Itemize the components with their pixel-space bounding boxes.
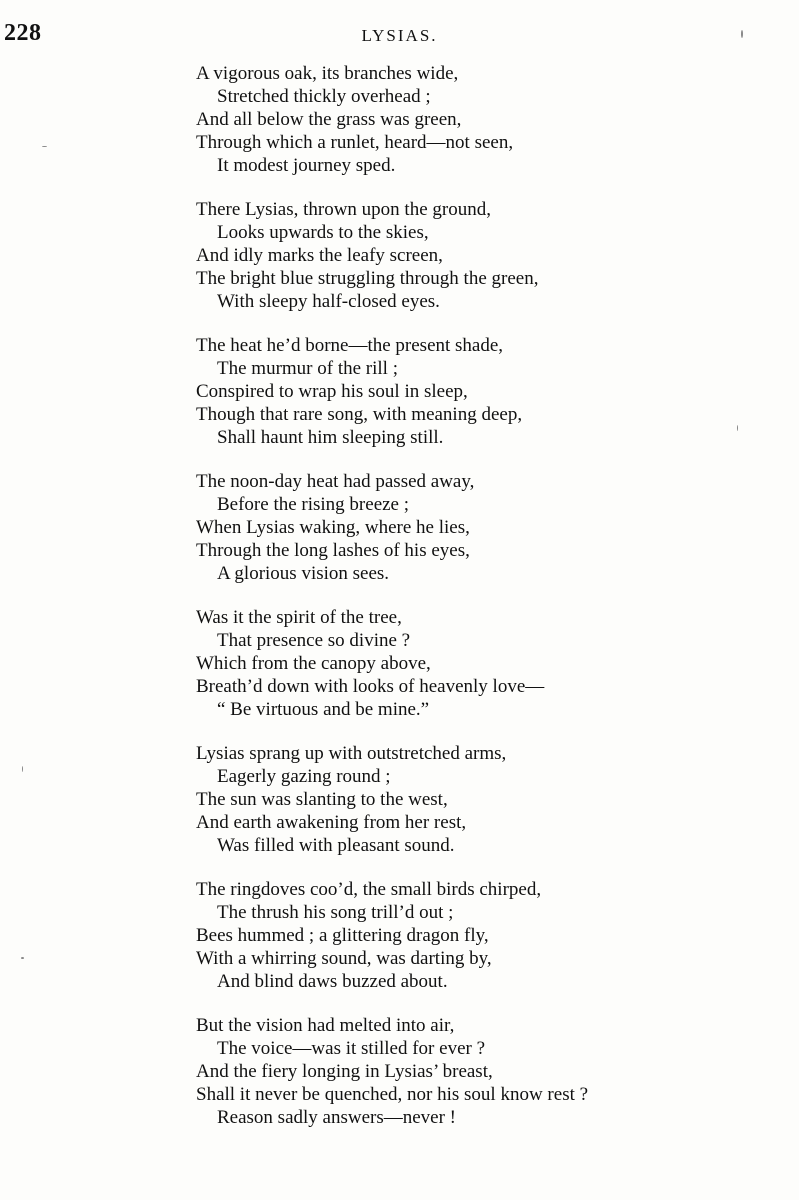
stanza bbox=[196, 334, 716, 449]
poem-line: And the fiery longing in Lysias’ breast, bbox=[196, 1061, 493, 1082]
poem-line: But the vision had melted into air, bbox=[196, 1015, 455, 1036]
running-title: LYSIAS. bbox=[361, 26, 438, 45]
poem-line: The voice—was it stilled for ever ? bbox=[217, 1038, 486, 1059]
poem-line: Breath’d down with looks of heavenly love— bbox=[196, 676, 545, 697]
poem-line: Through which a runlet, heard—not seen, bbox=[196, 132, 514, 153]
print-speck bbox=[22, 766, 23, 772]
poem-line: And all below the grass was green, bbox=[196, 109, 462, 130]
poem-line: The murmur of the rill ; bbox=[217, 358, 398, 379]
poem-line: With sleepy half-closed eyes. bbox=[217, 291, 440, 312]
poem-line: The thrush his song trill’d out ; bbox=[217, 902, 454, 923]
poem-line: Shall haunt him sleeping still. bbox=[217, 427, 444, 448]
poem-line: The ringdoves coo’d, the small birds chirped, bbox=[196, 879, 542, 900]
poem-line: Stretched thickly overhead ; bbox=[217, 86, 431, 107]
poem-line: That presence so divine ? bbox=[217, 630, 411, 651]
poem-line: And blind daws buzzed about. bbox=[217, 971, 448, 992]
running-head bbox=[0, 18, 799, 50]
print-speck bbox=[741, 30, 743, 38]
poem-line: When Lysias waking, where he lies, bbox=[196, 517, 470, 538]
stanza bbox=[196, 198, 716, 313]
stanza bbox=[196, 742, 716, 857]
poem-line: Was filled with pleasant sound. bbox=[217, 835, 455, 856]
poem-line: A vigorous oak, its branches wide, bbox=[196, 63, 459, 84]
poem-line: Eagerly gazing round ; bbox=[217, 766, 391, 787]
poem-line: It modest journey sped. bbox=[217, 155, 396, 176]
poem-line: The heat he’d borne—the present shade, bbox=[196, 335, 504, 356]
poem-line: Shall it never be quenched, nor his soul know rest ? bbox=[196, 1084, 589, 1105]
stanza bbox=[196, 606, 716, 721]
poem-line: Which from the canopy above, bbox=[196, 653, 431, 674]
poem-line: And earth awakening from her rest, bbox=[196, 812, 467, 833]
poem-line: There Lysias, thrown upon the ground, bbox=[196, 199, 491, 220]
poem-line: And idly marks the leafy screen, bbox=[196, 245, 443, 266]
poem-line: Reason sadly answers—never ! bbox=[217, 1107, 457, 1128]
poem-line: With a whirring sound, was darting by, bbox=[196, 948, 492, 969]
print-speck bbox=[42, 146, 47, 147]
poem-line: Though that rare song, with meaning deep, bbox=[196, 404, 523, 425]
poem-line: Lysias sprang up with outstretched arms, bbox=[196, 743, 507, 764]
poem-line: Looks upwards to the skies, bbox=[217, 222, 429, 243]
poem-line: Was it the spirit of the tree, bbox=[196, 607, 402, 628]
poem-line: “ Be virtuous and be mine.” bbox=[217, 699, 430, 720]
poem-line: Through the long lashes of his eyes, bbox=[196, 540, 470, 561]
poem-line: The bright blue struggling through the green, bbox=[196, 268, 539, 289]
poem-line: The sun was slanting to the west, bbox=[196, 789, 448, 810]
stanza bbox=[196, 62, 716, 177]
poem-line: Conspired to wrap his soul in sleep, bbox=[196, 381, 468, 402]
poem-line: A glorious vision sees. bbox=[217, 563, 390, 584]
stanza bbox=[196, 878, 716, 993]
print-speck bbox=[21, 957, 24, 959]
poem-line: Bees hummed ; a glittering dragon fly, bbox=[196, 925, 489, 946]
poem-line: Before the rising breeze ; bbox=[217, 494, 410, 515]
stanza bbox=[196, 1014, 716, 1129]
poem-line: The noon-day heat had passed away, bbox=[196, 471, 475, 492]
stanza bbox=[196, 470, 716, 585]
page-number: 228 bbox=[4, 20, 42, 46]
print-speck bbox=[737, 425, 738, 431]
poem bbox=[196, 62, 716, 1150]
